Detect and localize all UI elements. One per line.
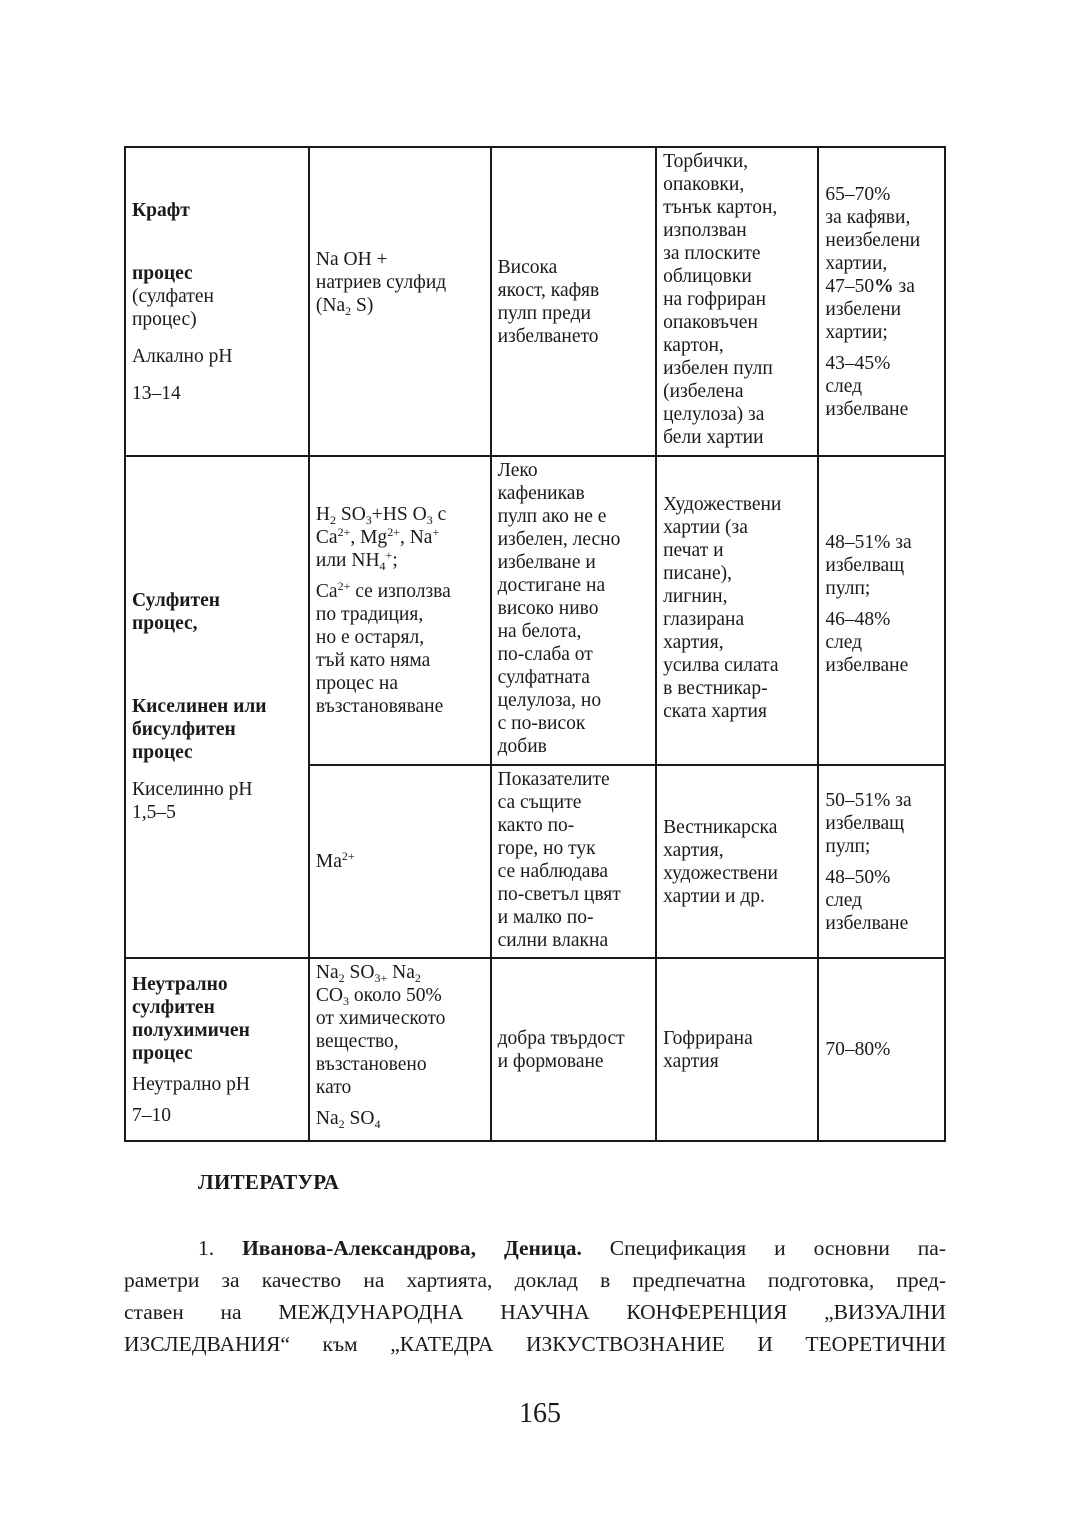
kraft-yield-line: 47–50% за xyxy=(825,275,915,297)
sulfite2-props-line: горе, но тук xyxy=(497,838,596,859)
kraft-uses-line: бели хартии xyxy=(663,427,764,448)
cell-sulfite-uses-1 xyxy=(656,456,818,765)
cell-neutral-chem xyxy=(309,958,491,1141)
sulfite-uses-line: глазирана xyxy=(663,609,745,630)
kraft-uses-line: избелен пулп xyxy=(663,358,773,379)
sulfite-props-line: добив xyxy=(497,736,547,757)
kraft-yield-line: неизбелени xyxy=(825,229,921,251)
sulfite-uses-line: ската хартия xyxy=(663,701,767,722)
sulfite2-props-line: са същите xyxy=(497,792,582,813)
sulfite-uses-line: в вестникар- xyxy=(663,678,768,699)
sulfite-chem-note: тъй като няма xyxy=(315,650,431,671)
pulping-process-table xyxy=(124,146,946,1142)
neutral-chem-line: вещество, xyxy=(315,1031,399,1052)
kraft-uses-line: облицовки xyxy=(663,266,752,287)
cell-sulfite-chem-1 xyxy=(309,456,491,765)
sulfite-chem-note: процес на xyxy=(315,673,399,694)
table-row-sulfite-1 xyxy=(125,456,945,765)
sulfite-chem-note: но е остарял, xyxy=(315,627,425,648)
reference-author: Иванова-Александрова, Деница. xyxy=(242,1236,582,1260)
sulfite-props-line: по-слаба от xyxy=(497,644,593,665)
kraft-note-2: процес) xyxy=(132,308,197,330)
sulfite-chem-note: по традиция, xyxy=(315,604,424,625)
neutral-chem-line: като xyxy=(315,1077,352,1098)
cell-kraft-chem xyxy=(309,147,491,456)
neutral-name-1: Неутрално xyxy=(132,973,228,995)
sulfite-yield-line: пулп; xyxy=(825,578,871,599)
sulfite2-uses-line: Вестникарска xyxy=(663,816,778,838)
sulfite2-yield-line: 48–50% xyxy=(825,866,891,888)
sulfite2-uses-line: хартии и др. xyxy=(663,885,765,907)
sulfite-name-1: Сулфитен xyxy=(132,590,220,611)
cell-neutral-uses xyxy=(656,958,818,1141)
kraft-props-line: пулп преди xyxy=(497,303,591,324)
neutral-props-line: добра твърдост xyxy=(497,1027,625,1049)
table-row-kraft xyxy=(125,147,945,456)
kraft-yield-line: избелване xyxy=(825,398,909,420)
sulfite2-props-line: както по- xyxy=(497,815,575,836)
sulfite-uses-line: Художествени xyxy=(663,494,782,515)
sulfite-chem-note-1: $Ca^{2+}$ се използва xyxy=(315,579,451,602)
sulfite-yield-line: избелване xyxy=(825,655,909,676)
sulfite-props-line: целулоза, но xyxy=(497,690,602,711)
kraft-uses-line: Торбички, xyxy=(663,151,749,172)
cell-sulfite-process xyxy=(125,456,309,958)
cell-sulfite-yield-2 xyxy=(818,765,945,958)
neutral-ph-range: 7–10 xyxy=(132,1104,171,1126)
kraft-props-line: Висока xyxy=(497,257,558,278)
neutral-uses-line: Гофрирана xyxy=(663,1027,753,1049)
neutral-name-4: процес xyxy=(132,1042,193,1064)
cell-sulfite-uses-2 xyxy=(656,765,818,958)
sulfite-name-3: Киселинен или xyxy=(132,696,267,717)
sulfite2-uses-line: художествени xyxy=(663,862,778,884)
table-row-neutral xyxy=(125,958,945,1141)
sulfite-name-2: процес, xyxy=(132,613,198,634)
sulfite2-props-line: Показателите xyxy=(497,769,610,790)
kraft-uses-line: използван xyxy=(663,220,747,241)
kraft-uses-line: тънък картон, xyxy=(663,197,778,218)
cell-sulfite-props-2 xyxy=(491,765,657,958)
kraft-yield-line: хартии; xyxy=(825,321,888,343)
sulfite-name-4: бисулфитен xyxy=(132,719,236,740)
sulfite-props-line: сулфатната xyxy=(497,667,590,688)
sulfite-props-line: с по-висок xyxy=(497,713,586,734)
sulfite-ph-range: 1,5–5 xyxy=(132,802,176,823)
sulfite-chem-formula-1: $H_2$ $SO_3+HS$ $O_3$ c xyxy=(315,504,447,527)
sulfite-props-line: на белота, xyxy=(497,621,582,642)
sulfite-props-line: високо ниво xyxy=(497,598,599,619)
kraft-uses-line: опаковъчен xyxy=(663,312,758,333)
kraft-uses-line: опаковки, xyxy=(663,174,745,195)
sulfite2-props-line: по-светъл цвят xyxy=(497,884,621,905)
kraft-props-line: избелването xyxy=(497,326,599,347)
kraft-uses-line: за плоските xyxy=(663,243,761,264)
cell-kraft-props xyxy=(491,147,657,456)
sulfite2-yield-line: след xyxy=(825,889,863,911)
sulfite-yield-line: 46–48% xyxy=(825,609,891,630)
neutral-props-line: и формоване xyxy=(497,1050,604,1072)
neutral-name-2: сулфитен xyxy=(132,996,215,1018)
kraft-name: Крафт xyxy=(132,199,190,221)
cell-sulfite-yield-1 xyxy=(818,456,945,765)
kraft-yield-line: 43–45% xyxy=(825,352,891,374)
sulfite-name-5: процес xyxy=(132,742,193,763)
sulfite-uses-line: лигнин, xyxy=(663,586,728,607)
kraft-uses-line: на гофриран xyxy=(663,289,767,310)
kraft-name-2: процес xyxy=(132,262,193,284)
cell-kraft-uses xyxy=(656,147,818,456)
cell-kraft-process xyxy=(125,147,309,456)
sulfite2-props-line: се наблюдава xyxy=(497,861,609,882)
kraft-yield-line: хартии, xyxy=(825,252,888,274)
sulfite2-yield-line: избелващ xyxy=(825,812,905,834)
neutral-name-3: полухимичен xyxy=(132,1019,250,1041)
kraft-uses-line: картон, xyxy=(663,335,724,356)
literature-heading: ЛИТЕРАТУРА xyxy=(198,1170,340,1194)
sulfite-props-line: кафеникав xyxy=(497,483,585,504)
sulfite-uses-line: писане), xyxy=(663,563,733,584)
sulfite-props-line: Леко xyxy=(497,460,538,481)
kraft-ph-range: 13–14 xyxy=(132,382,181,404)
sulfite-props-line: достигане на xyxy=(497,575,606,596)
sulfite-chem-note: възстановяване xyxy=(315,696,444,717)
sulfite-uses-line: хартия, xyxy=(663,632,724,653)
sulfite-props-line: пулп ако не е xyxy=(497,506,607,527)
kraft-yield-line: 65–70% xyxy=(825,183,891,205)
kraft-yield-line: за кафяви, xyxy=(825,206,911,228)
neutral-chem-formula-1: $Na_2$ $SO_{3+}$ $Na_2$ xyxy=(315,962,421,985)
reference-1 xyxy=(124,1232,946,1360)
sulfite2-uses-line: хартия, xyxy=(663,839,724,861)
neutral-chem-line: от химическото xyxy=(315,1008,446,1029)
sulfite2-yield-line: 50–51% за xyxy=(825,789,912,811)
kraft-yield-line: след xyxy=(825,375,863,397)
kraft-note-1: (сулфатен xyxy=(132,285,214,307)
neutral-chem-formula-3: $Na_2$ $SO_4$ xyxy=(315,1108,381,1131)
reference-line-2: раметри за качество на хартията, доклад в предпечатна подготовка, пред- xyxy=(124,1268,946,1292)
page-number: 165 xyxy=(519,1398,561,1429)
neutral-yield: 70–80% xyxy=(825,1039,891,1060)
kraft-uses-line: целулоза) за xyxy=(663,404,765,425)
neutral-ph-label: Неутрално pH xyxy=(132,1073,250,1095)
sulfite-yield-line: избелващ xyxy=(825,555,905,576)
sulfite-yield-line: след xyxy=(825,632,863,653)
reference-line-3: ставен на МЕЖДУНАРОДНА НАУЧНА КОНФЕРЕНЦИЯ „ВИЗУАЛНИ xyxy=(124,1300,946,1324)
cell-kraft-yield xyxy=(818,147,945,456)
sulfite-chem-formula-2: $Ca^{2+}$, $Mg^{2+}$, Na+ xyxy=(315,525,440,548)
kraft-props-line: якост, кафяв xyxy=(497,280,600,301)
kraft-yield-line: избелени xyxy=(825,298,902,320)
sulfite-chem-formula-3: или $NH_4^+$; xyxy=(315,548,398,573)
kraft-chem-2: натриев сулфид xyxy=(315,272,447,293)
sulfite-ph-label: Киселинно pH xyxy=(132,779,253,800)
cell-neutral-props xyxy=(491,958,657,1141)
cell-sulfite-props-1 xyxy=(491,456,657,765)
sulfite2-yield-line: избелване xyxy=(825,912,909,934)
sulfite-props-line: избелване и xyxy=(497,552,596,573)
sulfite2-props-line: силни влакна xyxy=(497,930,609,951)
sulfite-uses-line: усилва силата xyxy=(663,655,779,676)
sulfite2-props-line: и малко по- xyxy=(497,907,594,928)
kraft-chem-3: ($Na_2$ S) xyxy=(315,295,374,318)
cell-neutral-yield xyxy=(818,958,945,1141)
sulfite-uses-line: печат и xyxy=(663,540,724,561)
cell-neutral-process xyxy=(125,958,309,1141)
neutral-uses-line: хартия xyxy=(663,1050,719,1072)
sulfite2-yield-line: пулп; xyxy=(825,835,871,857)
sulfite-props-line: избелен, лесно xyxy=(497,529,621,550)
cell-sulfite-chem-2 xyxy=(309,765,491,958)
reference-line-1: 1. Иванова-Александрова, Деница. Спецификация и основни па- xyxy=(198,1236,946,1260)
neutral-chem-line: възстановено xyxy=(315,1054,427,1075)
sulfite-yield-line: 48–51% за xyxy=(825,532,912,553)
kraft-ph-label: Алкално pH xyxy=(132,345,233,367)
kraft-chem-1: Na OH + xyxy=(315,249,388,270)
neutral-chem-formula-2: $CO_3$ около 50% xyxy=(315,985,442,1008)
sulfite-chem-ma: $Ma^{2+}$ xyxy=(315,849,355,872)
kraft-uses-line: (избелена xyxy=(663,381,744,402)
reference-line-4: ИЗСЛЕДВАНИЯ“ към „КАТЕДРА ИЗКУСТВОЗНАНИЕ И ТЕОРЕТИЧНИ xyxy=(124,1332,946,1356)
sulfite-uses-line: хартии (за xyxy=(663,517,748,538)
